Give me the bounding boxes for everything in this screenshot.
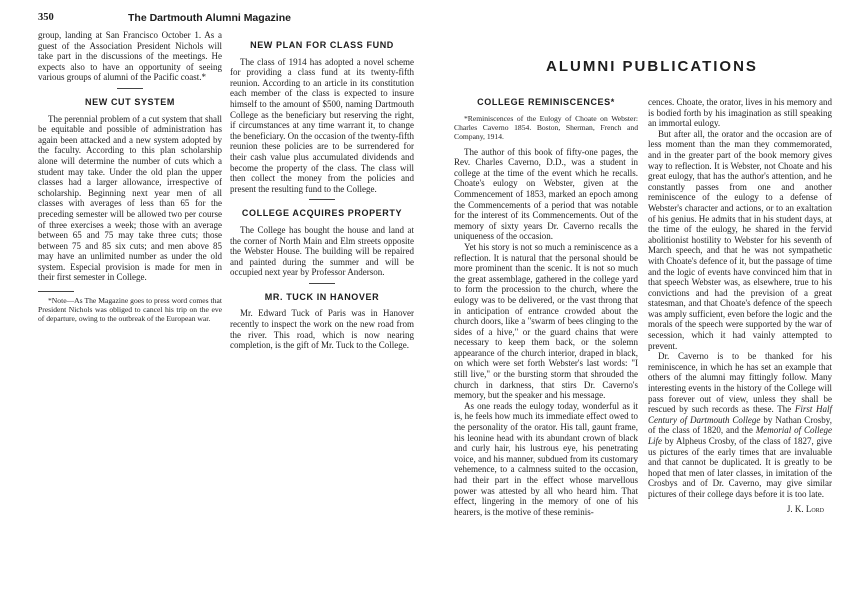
text-run: Dr. Caverno is to be thanked for his reminiscence, in which he has set an example that others of the alumni may fittingly follow. Many interesting events in the history of the College will pass forever out of view, unless they shall be rescued by such records as these. The [648,351,832,415]
paragraph: group, landing at San Francisco October 1. As a guest of the Association President Nichols will take part in the discussions of the meetings. He expects also to have an opportunity of seeing various groups of alumni of the Pacific coast.* [38,30,222,83]
paragraph: But after all, the orator and the occasion are of less moment than the man they commemorated, and in the greater part of the book memory gives way to reflection. It is Webster, not Choate and his great eulogy, that has the author's attention, and he constantly passes from one and another reminiscence of the eulogy to a defense of Webster's character and actions, or to an exaltation of his genius. He admits that in his student days, at the time of the eulogy, he shared in the fervid abolitionist hostility to Webster for his seventh of March speech, and that he was not sympathetic with Choate's defence of it, but the passage of time and the logic of events have convinced him that in that speech Webster was, as elsewhere, true to his convictions and had the prevision of a great statesman, and that Choate's defence of the speech was amply sufficient, even before the logic and the morals of the speech were supported by the war of secession, which it had vainly attempted to prevent. [648,128,832,351]
paragraph: Yet his story is not so much a reminiscence as a reflection. It is natural that the personal should be more prominent than the scenic. It is not so much the great assemblage, gathered in the college yard to form the procession to the church, where the eulogy was to be delivered, or the vast throng that in anticipation of entrance crowded about the church doors, like a "swarm of bees clinging to the sides of a hive," or the guard chains that were necessary to keep them back, or the solemn appearance of the church interior, draped in black, on which were set forth Webster's last words: "I still live," or the bursting storm that shrouded the church in darkness, that stirs Dr. Caverno's memory, but the speaker and his message. [454,241,638,401]
paragraph: cences. Choate, the orator, lives in his memory and is bodied forth by his imagination as still speaking an immortal eulogy. [648,97,832,129]
divider [309,199,335,200]
footnote-divider [38,291,74,292]
paragraph: The author of this book of fifty-one pages, the Rev. Charles Caverno, D.D., was a student in college at the time of the event which he recalls. Choate's eulogy on Webster, given at the Commencement of 1853, marked an epoch among the Commencements of a period that was notable for the interest of its Commencements. Out of the memory of sixty years Dr. Caverno recalls the uniqueness of the occasion. [454,146,638,242]
footnote: *Note—As The Magazine goes to press word comes that President Nichols was obliged to cancel his trip on the eve of departure, owing to the outbreak of the European war. [38,296,222,324]
left-column-2 [230,40,414,351]
divider [117,88,143,89]
paragraph: The perennial problem of a cut system that shall be equitable and possible of administration has again been attacked and a new system adopted by the faculty. According to this plan scholarship alone will determine the number of cuts which a student may take. Under the old plan the upper classes had a larger allowance, irrespective of scholarship. Beginning next year men of all classes with averages of less than 65 for the preceding semester will be allowed two per course of three exercises a week; those with an average between 65 and 75 may take three cuts; those between 75 and 85 six cuts; and men above 85 may have an unlimited number as under the old system. Especial provision is made for men in their first semester in College. [38,113,222,283]
right-column-2 [648,97,832,514]
paragraph: The class of 1914 has adopted a novel scheme for providing a class fund at its twenty-fifth reunion. According to an article in its constitution each member of the class is expected to insure himself to the amount of $500, naming Dartmouth College as the beneficiary but reserving the right, if circumstances at any time warrant it, to change the beneficiary. On the occasion of the twenty-fifth reunion these policies are to be surrendered for their cash value plus accumulated dividends and become the property of the class. The class will then collect the money from the policies and present the resulting fund to the College. [230,56,414,194]
heading-college-reminiscences: COLLEGE REMINISCENCES* [477,97,615,107]
divider [309,283,335,284]
citation: *Reminiscences of the Eulogy of Choate on Webster: Charles Caverno 1854. Boston, Sherman, French and Company, 1914. [454,113,638,141]
paragraph: Mr. Edward Tuck of Paris was in Hanover recently to inspect the work on the new road from the river. This road, which is now nearing completion, is the gift of Mr. Tuck to the College. [230,308,414,351]
signature: J. K. Lord [786,503,824,514]
text-run: by Nathan Crosby, of the class of 1820, and the [648,414,832,436]
page-number: 350 [38,12,54,23]
heading-college-property: COLLEGE ACQUIRES PROPERTY [241,208,403,219]
left-column-1 [38,30,222,323]
heading-new-cut-system: NEW CUT SYSTEM [85,96,175,107]
book-title: First Half Century of Dartmouth College [648,404,832,425]
right-column-1 [454,97,638,517]
running-head: The Dartmouth Alumni Magazine [128,12,291,24]
paragraph [648,351,832,499]
paragraph: The College has bought the house and land at the corner of North Main and Elm streets opposite the Webster House. The building will be repaired and painted during the summer and will be occupied next year by Professor Anderson. [230,224,414,278]
heading-mr-tuck: MR. TUCK IN HANOVER [264,291,380,302]
paragraph: As one reads the eulogy today, wonderful as it is, he feels how much its immediate effect owed to the personality of the orator. His tall, gaunt frame, his leonine head with its abundant crown of black and curly hair, his lustrous eye, his penetrating voice, and his manner, subdued from its customary vehemence, to a calmness suited to the occasion, had their part in the effect whose marvellous power was attested by all who heard him. That effect, lingering in the memory of one of his hearers, is the motive of these reminis- [454,400,638,517]
heading-class-fund: NEW PLAN FOR CLASS FUND [250,40,394,50]
book-title: Memorial of College Life [648,425,832,446]
section-title: ALUMNI PUBLICATIONS [546,58,758,75]
text-run: by Alpheus Crosby, of the class of 1827, give us pictures of the early times that are invaluable and that cannot be duplicated. It is greatly to be hoped that men of later classes, in imitation of the Crosbys and of Dr. Caverno, may give similar pictures of their college days before it is too late. [648,436,832,499]
